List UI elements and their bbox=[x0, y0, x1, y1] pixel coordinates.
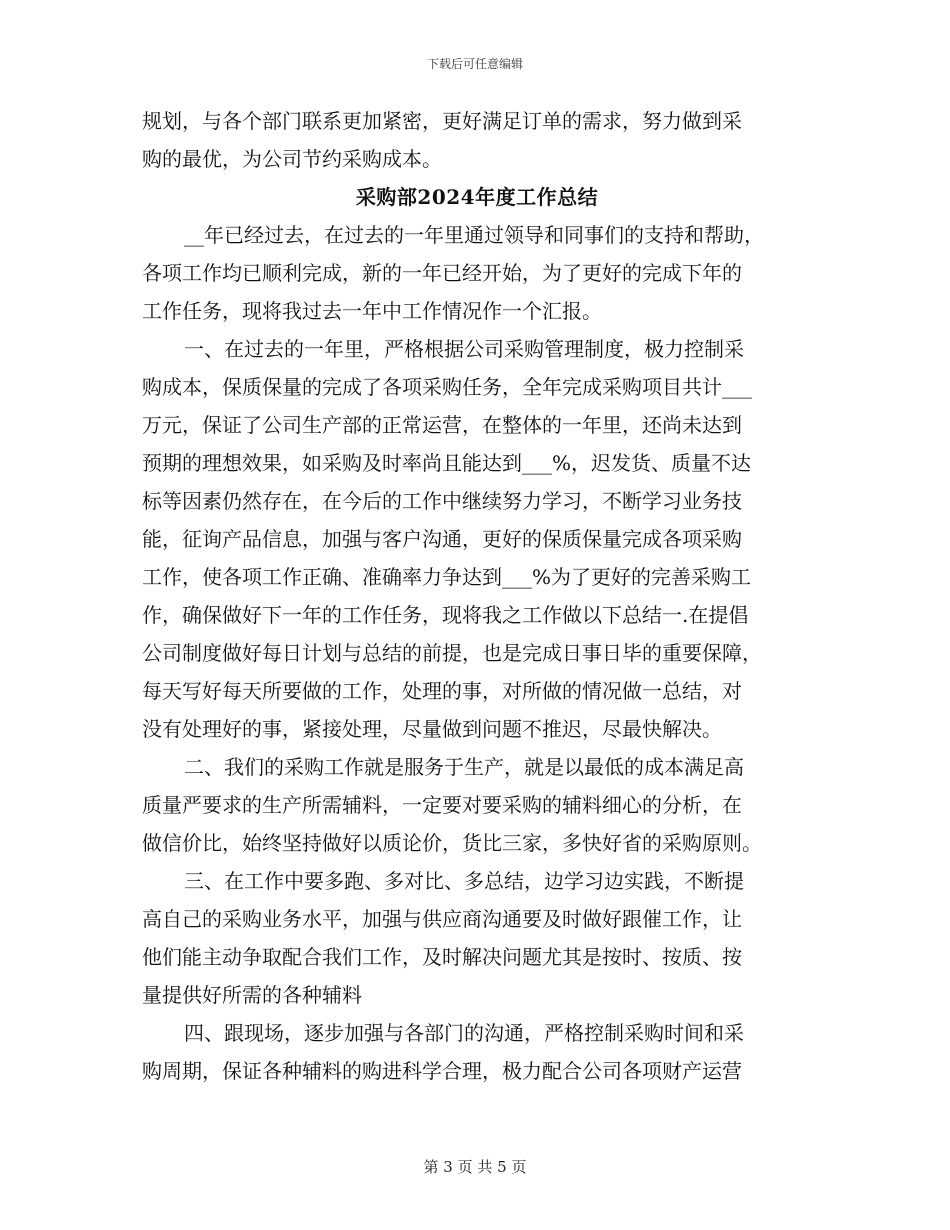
body-line: 做信价比，始终坚持做好以质论价，货比三家，多快好省的采购原则。 bbox=[142, 831, 762, 855]
body-line: 预期的理想效果，如采购及时率尚且能达到___%，迟发货、质量不达 bbox=[142, 451, 752, 475]
body-line: 公司制度做好每日计划与总结的前提，也是完成日事日毕的重要保障， bbox=[142, 641, 762, 665]
body-line: 作，确保做好下一年的工作任务，现将我之工作做以下总结一.在提倡 bbox=[142, 603, 749, 627]
paragraph-start: 二、我们的采购工作就是服务于生产，就是以最低的成本满足高 bbox=[184, 755, 744, 779]
body-line: 能，征询产品信息，加强与客户沟通，更好的保质保量完成各项采购 bbox=[142, 527, 742, 551]
paragraph-start: 四、跟现场，逐步加强与各部门的沟通，严格控制采购时间和采 bbox=[184, 1021, 744, 1045]
section-title: 采购部2024年度工作总结 bbox=[355, 185, 599, 209]
body-line: 各项工作均已顺利完成，新的一年已经开始，为了更好的完成下年的 bbox=[142, 261, 742, 285]
paragraph-start: 三、在工作中要多跑、多对比、多总结，边学习边实践，不断提 bbox=[184, 869, 744, 893]
body-line: 质量严要求的生产所需辅料，一定要对要采购的辅料细心的分析，在 bbox=[142, 793, 742, 817]
body-line: 高自己的采购业务水平，加强与供应商沟通要及时做好跟催工作，让 bbox=[142, 907, 742, 931]
paragraph-start: 一、在过去的一年里，严格根据公司采购管理制度，极力控制采 bbox=[184, 337, 744, 361]
body-line: 购成本，保质保量的完成了各项采购任务，全年完成采购项目共计___ bbox=[142, 375, 752, 399]
body-line: 量提供好所需的各种辅料 bbox=[142, 983, 362, 1007]
body-line: 购的最优，为公司节约采购成本。 bbox=[142, 147, 442, 171]
paragraph-start: __年已经过去，在过去的一年里通过领导和同事们的支持和帮助， bbox=[184, 223, 764, 247]
body-line: 工作任务，现将我过去一年中工作情况作一个汇报。 bbox=[142, 299, 602, 323]
body-line: 标等因素仍然存在，在今后的工作中继续努力学习，不断学习业务技 bbox=[142, 489, 742, 513]
page-header: 下载后可任意编辑 bbox=[426, 57, 523, 71]
body-line: 工作，使各项工作正确、准确率力争达到___%为了更好的完善采购工 bbox=[142, 565, 752, 589]
page-footer: 第 3 页 共 5 页 bbox=[423, 1158, 527, 1176]
body-line: 他们能主动争取配合我们工作，及时解决问题尤其是按时、按质、按 bbox=[142, 945, 742, 969]
document-body bbox=[142, 102, 812, 1090]
body-line: 每天写好每天所要做的工作，处理的事，对所做的情况做一总结，对 bbox=[142, 679, 742, 703]
body-line: 没有处理好的事，紧接处理，尽量做到问题不推迟，尽最快解决。 bbox=[142, 717, 722, 741]
body-line: 规划，与各个部门联系更加紧密，更好满足订单的需求，努力做到采 bbox=[142, 109, 742, 133]
body-line: 购周期，保证各种辅料的购进科学合理，极力配合公司各项财产运营 bbox=[142, 1059, 742, 1083]
body-line: 万元，保证了公司生产部的正常运营，在整体的一年里，还尚未达到 bbox=[142, 413, 742, 437]
